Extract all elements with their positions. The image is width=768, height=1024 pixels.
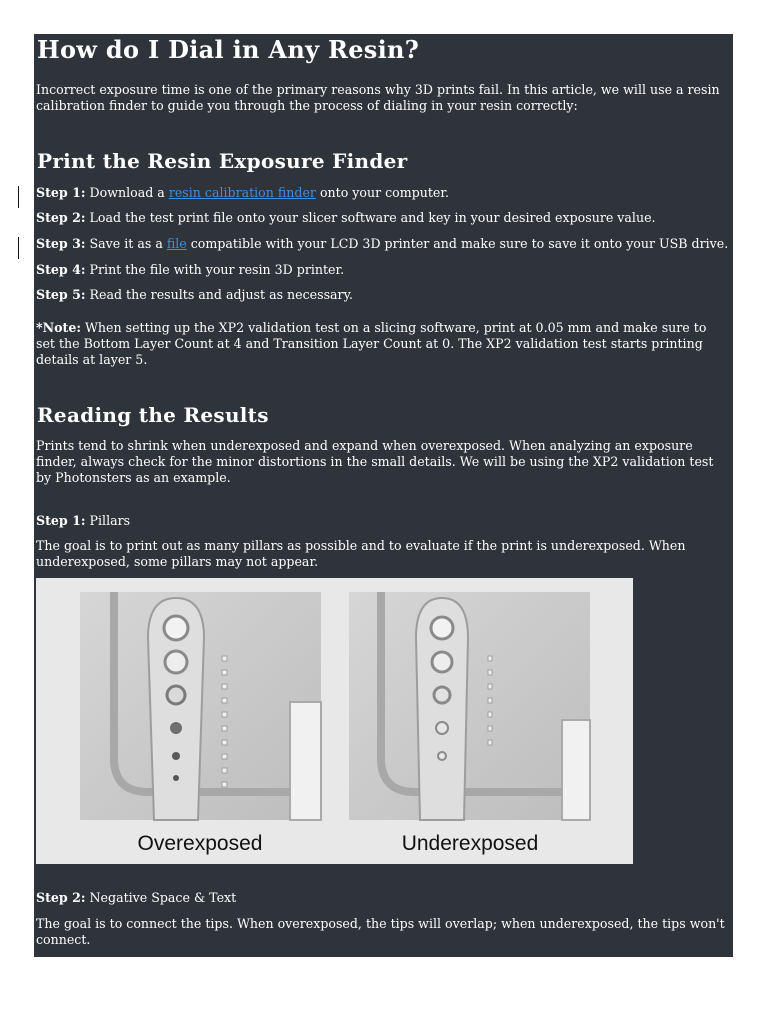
underexposed-caption: Underexposed — [401, 832, 539, 855]
step-3: Step 3: Save it as a file compatible with your LCD 3D printer and make sure to save it onto your USB drive. — [36, 236, 729, 251]
article-panel — [34, 34, 733, 957]
step-1: Step 1: Download a resin calibration finder onto your computer. — [36, 185, 450, 200]
results-intro-paragraph: Prints tend to shrink when underexposed and expand when overexposed. When analyzing an exposure finder, always check for the minor distortions in the small details. We will be using the XP2 validation test by Photonsters as an example. — [36, 438, 714, 485]
note-paragraph: *Note: When setting up the XP2 validation test on a slicing software, print at 0.05 mm and make sure to set the Bottom Layer Count at 4 and Transition Layer Count at 0. The XP2 validation test starts printing details at layer 5. — [36, 320, 707, 367]
step-2: Step 2: Load the test print file onto your slicer software and key in your desired exposure value. — [36, 210, 656, 225]
section-heading-reading-results: Reading the Results — [37, 403, 269, 427]
overexposed-caption: Overexposed — [137, 832, 263, 855]
underexposed-photo — [349, 592, 590, 820]
file-link[interactable]: file — [166, 236, 187, 251]
intro-paragraph: Incorrect exposure time is one of the primary reasons why 3D prints fail. In this article, we will use a resin calibration finder to guide you through the process of dialing in your resin correctly: — [36, 82, 720, 113]
page-title: How do I Dial in Any Resin? — [37, 35, 420, 64]
results-step-2-text: The goal is to connect the tips. When overexposed, the tips will overlap; when underexposed, the tips won't connect. — [36, 916, 725, 947]
step-4: Step 4: Print the file with your resin 3D printer. — [36, 262, 345, 277]
text-cursor — [18, 186, 19, 208]
section-heading-print-finder: Print the Resin Exposure Finder — [37, 149, 408, 173]
step-5: Step 5: Read the results and adjust as necessary. — [36, 287, 354, 302]
exposure-comparison-image — [36, 578, 633, 864]
resin-calibration-finder-link[interactable]: resin calibration finder — [168, 185, 316, 200]
text-cursor — [18, 237, 19, 259]
results-step-1-text: The goal is to print out as many pillars as possible and to evaluate if the print is underexposed. When underexposed, some pillars may not appear. — [36, 538, 686, 569]
results-step-2: Step 2: Negative Space & Text — [36, 890, 237, 905]
overexposed-photo — [80, 592, 321, 820]
results-step-1: Step 1: Pillars — [36, 513, 131, 528]
